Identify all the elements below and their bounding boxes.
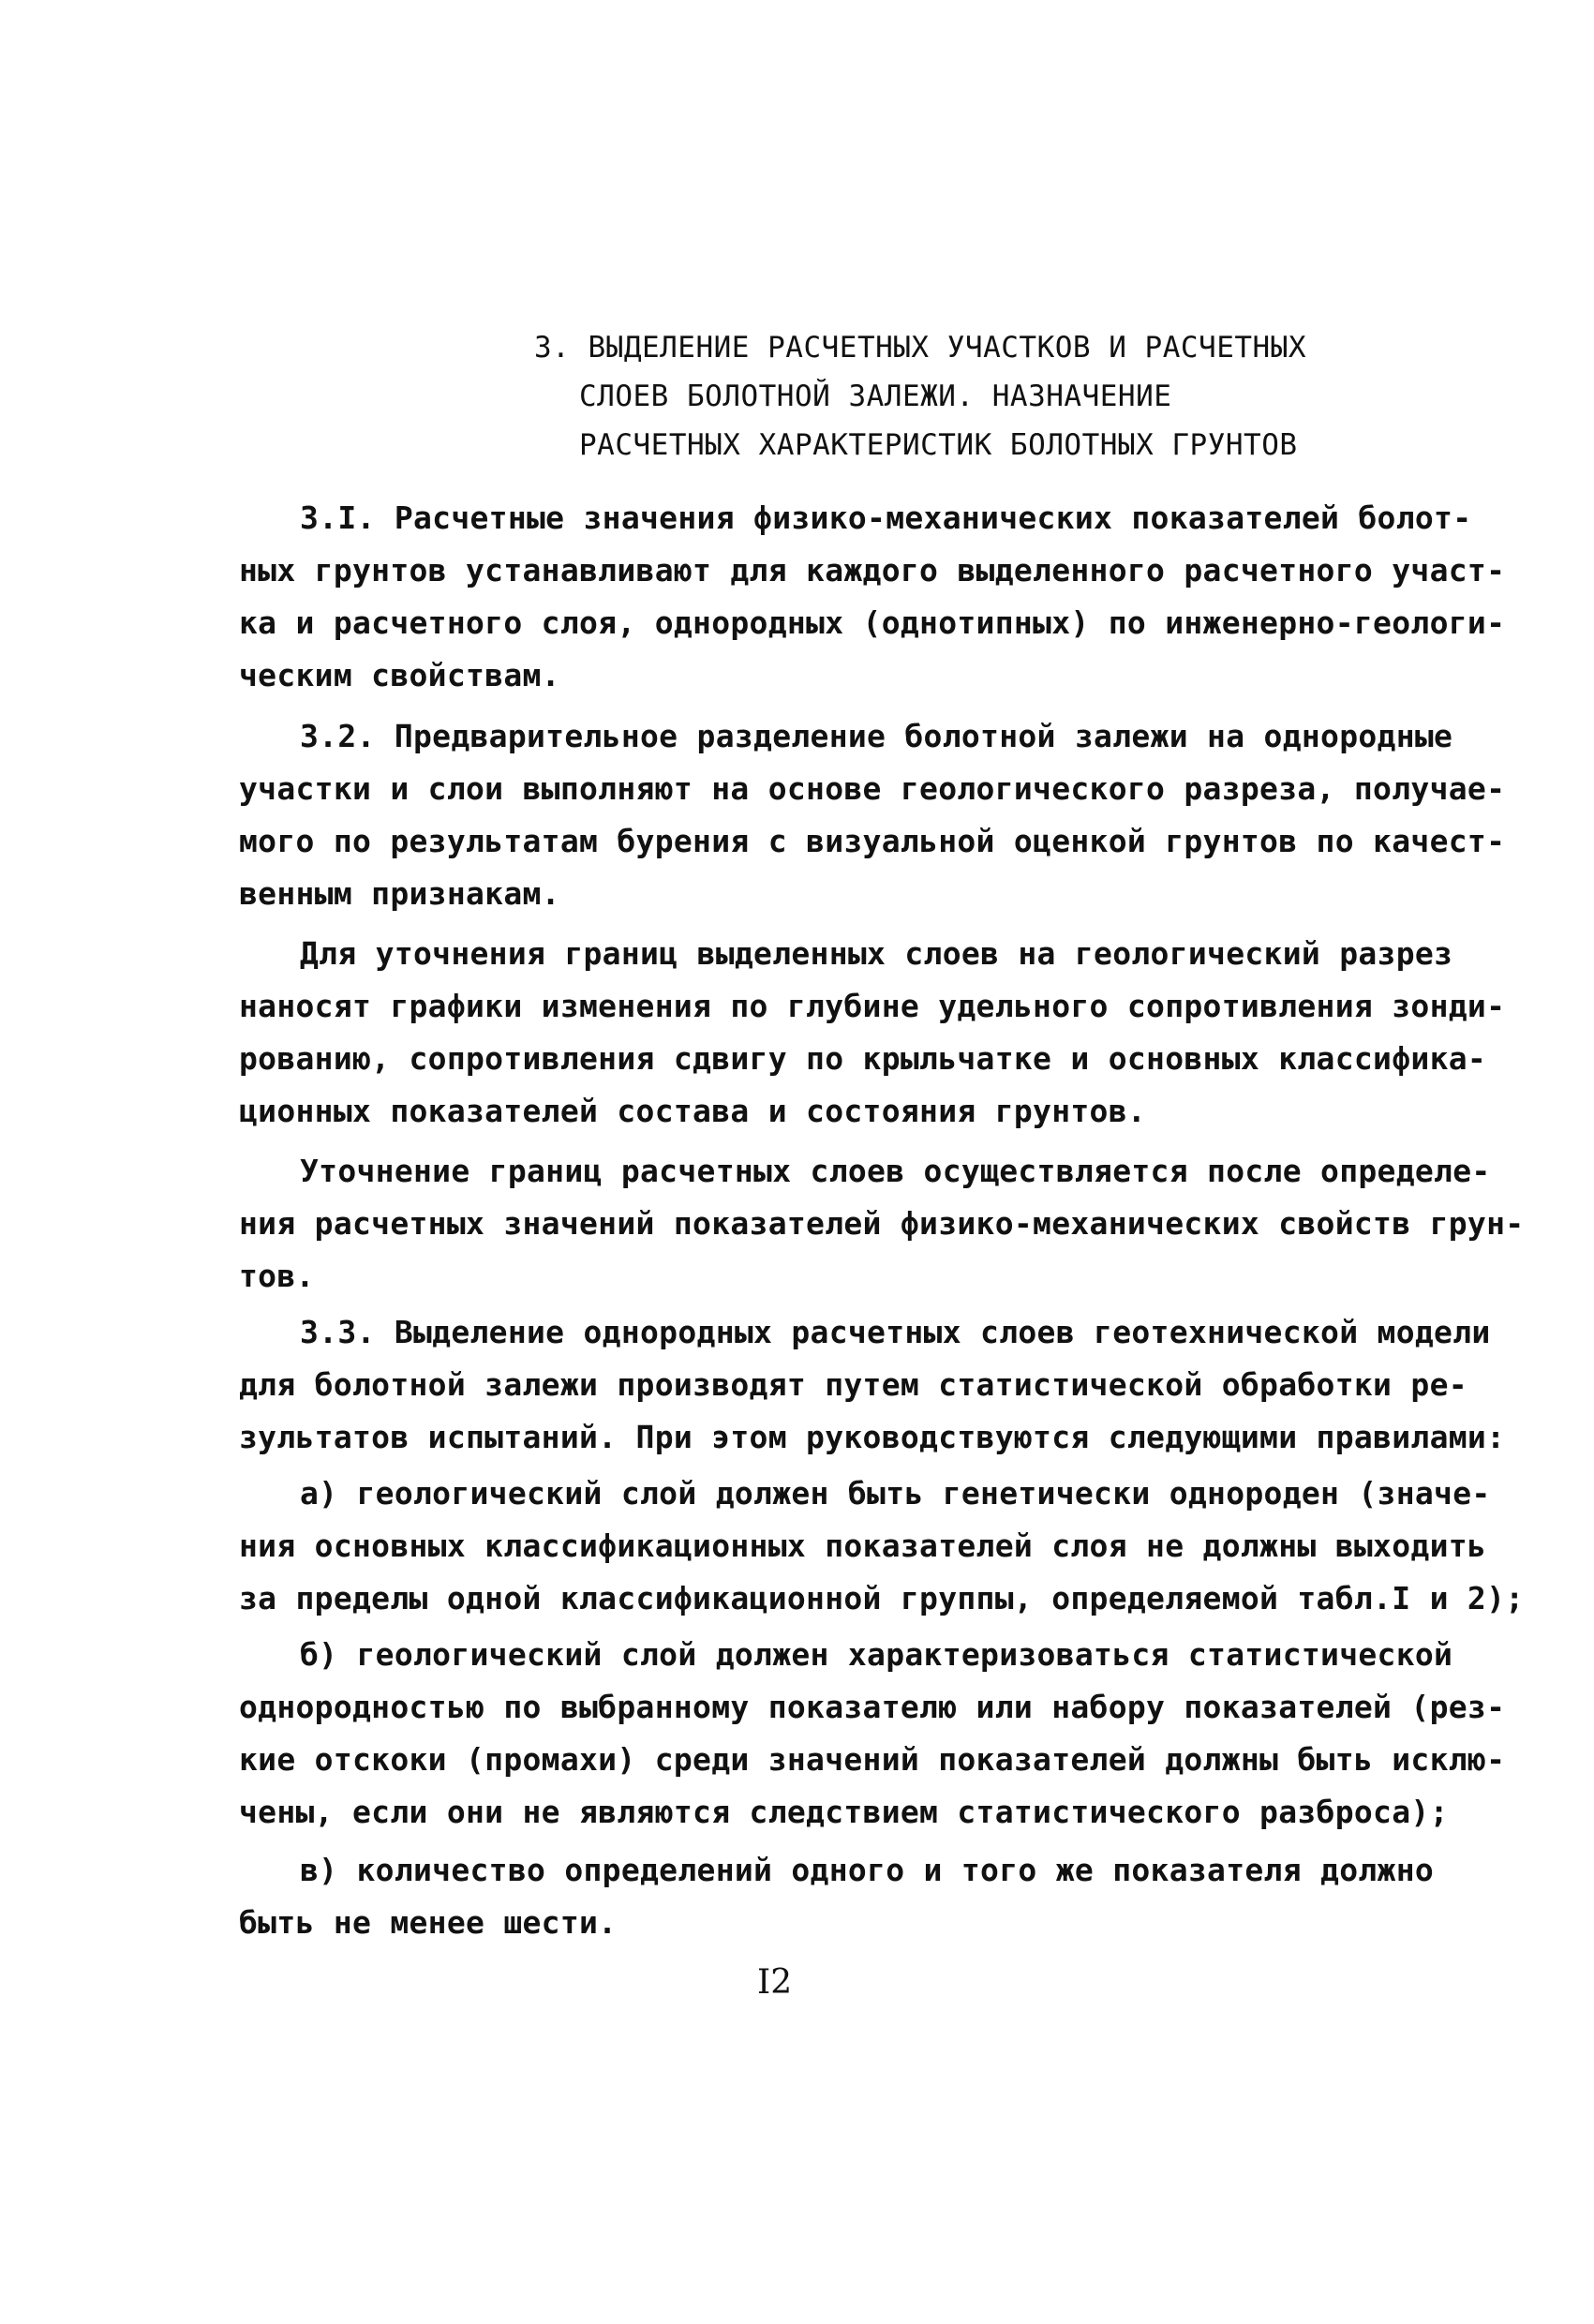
text-line: ных грунтов устанавливают для каждого выделенного расчетного участ- — [239, 552, 1506, 588]
paragraph-3-3 — [239, 1306, 1506, 1464]
text-line: б) геологический слой должен характеризоваться статистической — [300, 1636, 1453, 1673]
paragraph-3-2 — [239, 710, 1506, 920]
paragraph-refinement — [239, 928, 1506, 1138]
text-line: Для уточнения границ выделенных слоев на геологический разрез — [300, 935, 1453, 972]
text-line: зультатов испытаний. При этом руководствуются следующими правилами: — [239, 1419, 1506, 1455]
paragraph-3-1 — [239, 492, 1506, 702]
heading-line: 3. ВЫДЕЛЕНИЕ РАСЧЕТНЫХ УЧАСТКОВ И РАСЧЕТНЫХ — [534, 331, 1307, 365]
text-line: венным признакам. — [239, 875, 560, 912]
text-line: чены, если они не являются следствием статистического разброса); — [239, 1794, 1449, 1830]
text-line: 3.I. Расчетные значения физико-механических показателей болот- — [300, 499, 1472, 536]
text-line: наносят графики изменения по глубине удельного сопротивления зонди- — [239, 988, 1506, 1024]
text-line: ния расчетных значений показателей физико-механических свойств грун- — [239, 1205, 1525, 1242]
text-line: однородностью по выбранному показателю или набору показателей (рез- — [239, 1689, 1506, 1725]
text-line: а) геологический слой должен быть генетически однороден (значе- — [300, 1475, 1491, 1512]
text-line: 3.2. Предварительное разделение болотной залежи на однородные — [300, 718, 1453, 754]
text-line: Уточнение границ расчетных слоев осуществляется после определе- — [300, 1153, 1491, 1189]
heading-line: РАСЧЕТНЫХ ХАРАКТЕРИСТИК БОЛОТНЫХ ГРУНТОВ — [579, 428, 1298, 462]
text-line: ческим свойствам. — [239, 657, 560, 693]
section-heading — [534, 323, 1340, 469]
list-item-a — [239, 1467, 1525, 1625]
heading-line: СЛОЕВ БОЛОТНОЙ ЗАЛЕЖИ. НАЗНАЧЕНИЕ — [579, 380, 1172, 413]
text-line: в) количество определений одного и того же показателя должно — [300, 1852, 1435, 1888]
text-line: для болотной залежи производят путем статистической обработки ре- — [239, 1366, 1467, 1403]
text-line: ния основных классификационных показателей слоя не должны выходить — [239, 1527, 1487, 1564]
text-line: рованию, сопротивления сдвигу по крыльчатке и основных классифика- — [239, 1040, 1487, 1077]
list-item-v — [239, 1844, 1435, 1949]
text-line: ционных показателей состава и состояния грунтов. — [239, 1093, 1147, 1129]
text-line: 3.3. Выделение однородных расчетных слоев геотехнической модели — [300, 1314, 1491, 1350]
text-line: быть не менее шести. — [239, 1904, 618, 1941]
paragraph-boundaries — [239, 1145, 1525, 1303]
page-number: I2 — [757, 1963, 793, 2002]
text-line: участки и слои выполняют на основе геологического разреза, получае- — [239, 770, 1506, 807]
list-item-b — [239, 1629, 1506, 1839]
text-line: кие отскоки (промахи) среди значений показателей должны быть исклю- — [239, 1741, 1506, 1778]
text-line: мого по результатам бурения с визуальной оценкой грунтов по качест- — [239, 823, 1506, 859]
text-line: тов. — [239, 1258, 315, 1294]
text-line: за пределы одной классификационной группы, определяемой табл.I и 2); — [239, 1580, 1525, 1616]
text-line: ка и расчетного слоя, однородных (однотипных) по инженерно-геологи- — [239, 604, 1506, 641]
